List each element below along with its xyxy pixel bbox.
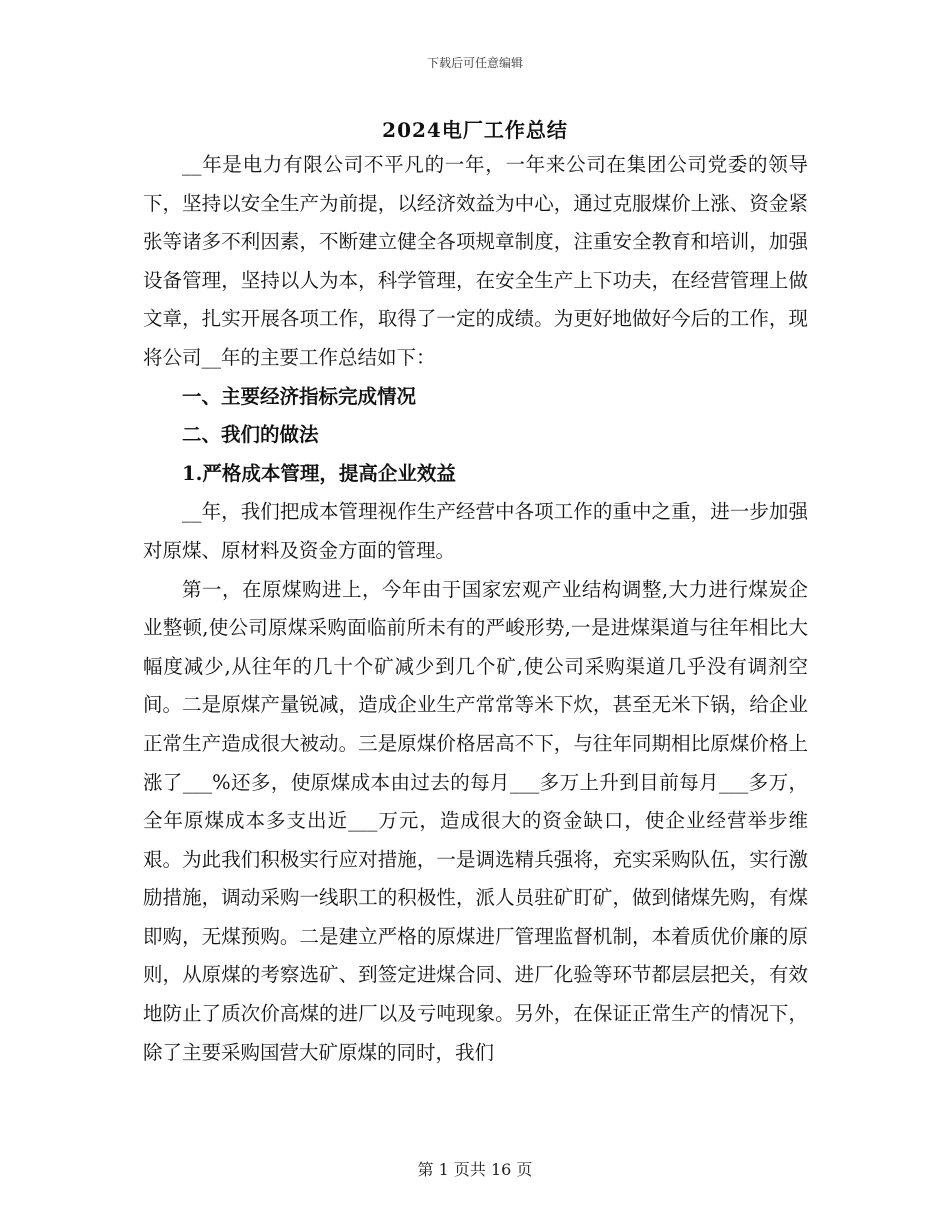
document-title: 2024电厂工作总结 — [382, 118, 568, 142]
cost-management-paragraph: __年，我们把成本管理视作生产经营中各项工作的重中之重，进一步加强对原煤、原材料及资金方面的管理。 — [143, 500, 808, 562]
page-number-footer: 第 1 页共 16 页 — [417, 1160, 533, 1179]
coal-purchase-paragraph: 第一，在原煤购进上，今年由于国家宏观产业结构调整,大力进行煤炭企业整顿,使公司原煤采购面临前所未有的严峻形势,一是进煤渠道与往年相比大幅度减少,从往年的几十个矿减少到几个矿,使公司采购渠道几乎没有调剂空间。二是原煤产量锐减，造成企业生产常常等米下炊，甚至无米下锅，给企业正常生产造成很大被动。三是原煤价格居高不下，与往年同期相比原煤价格上涨了___%还多，使原煤成本由过去的每月___多万上升到目前每月___多万，全年原煤成本多支出近___万元，造成很大的资金缺口，使企业经营举步维艰。为此我们积极实行应对措施，一是调选精兵强将，充实采购队伍，实行激励措施，调动采购一线职工的积极性，派人员驻矿盯矿，做到储煤先购，有煤即购，无煤预购。二是建立严格的原煤进厂管理监督机制，本着质优价廉的原则，从原煤的考察选矿、到签定进煤合同、进厂化验等环节都层层把关，有效地防止了质次价高煤的进厂以及亏吨现象。另外，在保证正常生产的情况下，除了主要采购国营大矿原煤的同时，我们 — [143, 577, 808, 1064]
subsection-heading-1: 1.严格成本管理，提高企业效益 — [182, 461, 456, 485]
header-note: 下载后可任意编辑 — [426, 56, 523, 70]
intro-paragraph: __年是电力有限公司不平凡的一年，一年来公司在集团公司党委的领导下，坚持以安全生产为前提，以经济效益为中心，通过克服煤价上涨、资金紧张等诸多不利因素，不断建立健全各项规章制度，注重安全教育和培训，加强设备管理，坚持以人为本，科学管理，在安全生产上下功夫，在经营管理上做文章，扎实开展各项工作，取得了一定的成绩。为更好地做好今后的工作，现将公司__年的主要工作总结如下： — [143, 153, 808, 369]
document-body — [143, 146, 808, 1072]
section-heading-2: 二、我们的做法 — [182, 423, 319, 447]
section-heading-1: 一、主要经济指标完成情况 — [182, 384, 417, 408]
